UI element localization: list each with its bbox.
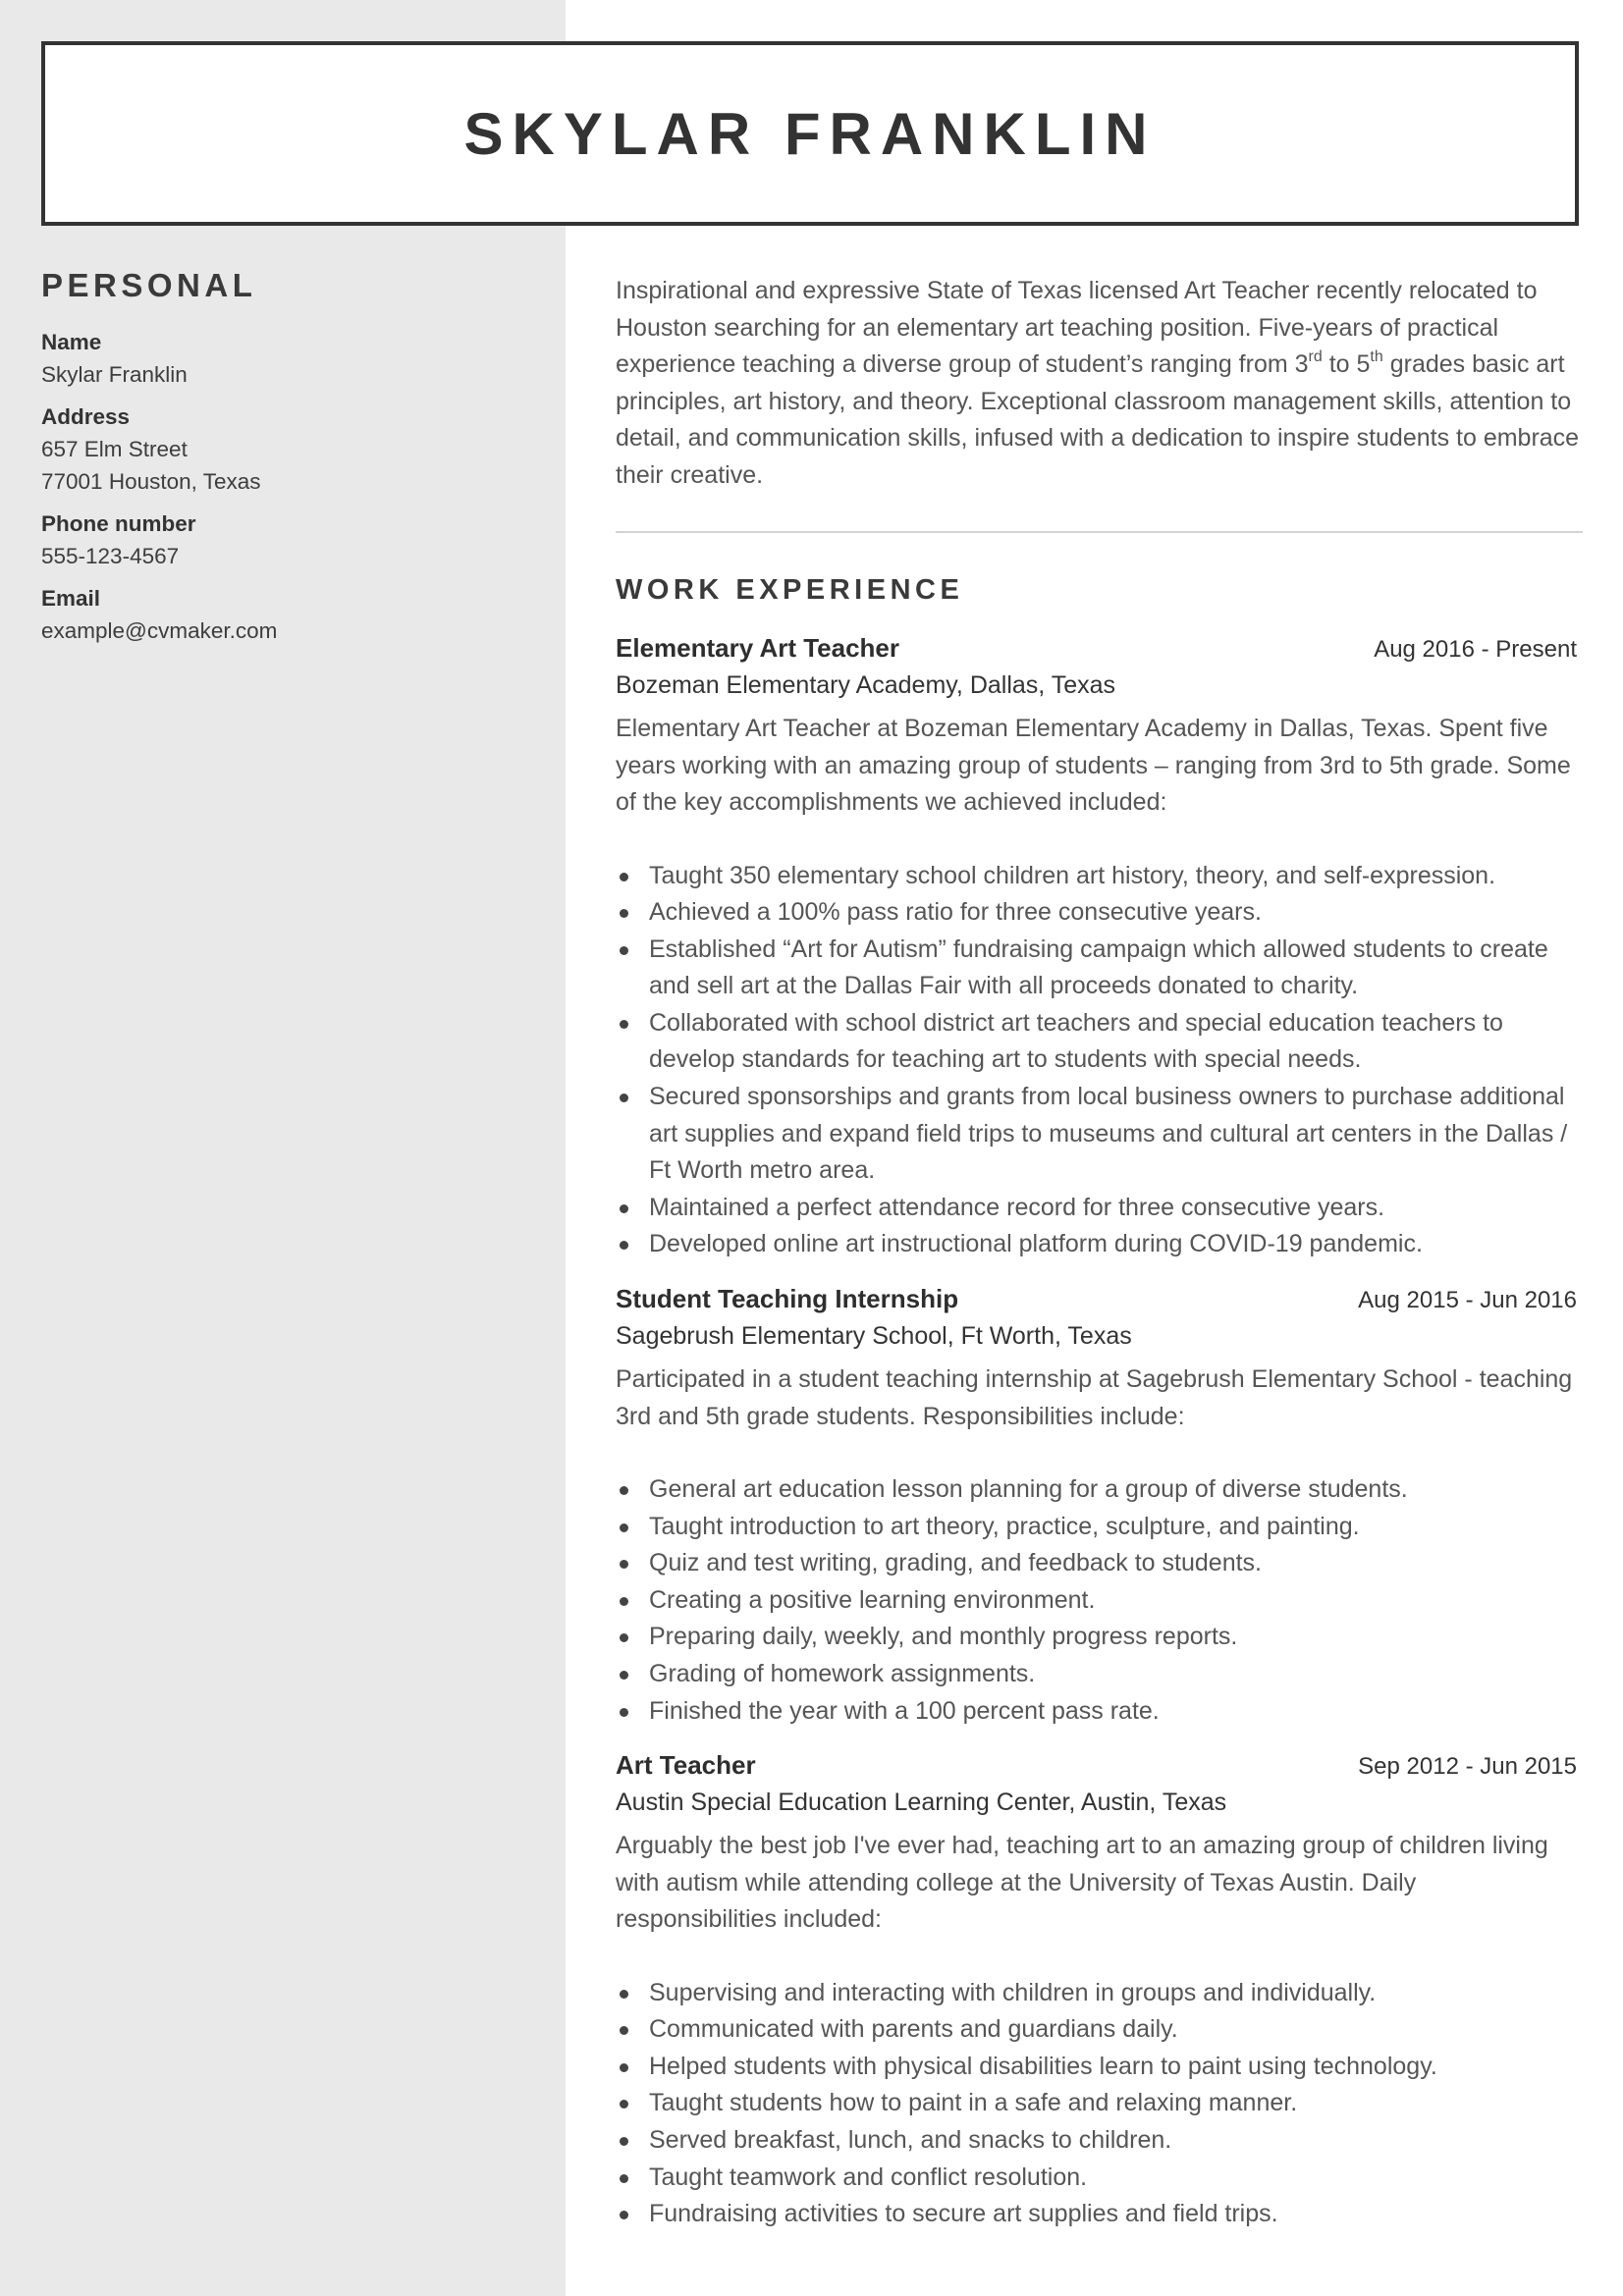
section-divider <box>616 531 1583 533</box>
job-bullet: Fundraising activities to secure art supplies and field trips. <box>616 2196 1583 2233</box>
personal-field-value: 657 Elm Street <box>41 437 188 461</box>
personal-field <box>41 400 532 498</box>
job-dates: Sep 2012 - Jun 2015 <box>1358 1753 1577 1781</box>
summary-sup-2: th <box>1370 348 1383 365</box>
job-entry <box>616 630 1583 1263</box>
job-bullet: Communicated with parents and guardians daily. <box>616 2011 1583 2049</box>
job-bullet: Taught introduction to art theory, practice, sculpture, and painting. <box>616 1509 1583 1546</box>
job-bullet: Taught students how to paint in a safe and relaxing manner. <box>616 2085 1583 2122</box>
job-title: Student Teaching Internship <box>616 1284 959 1314</box>
name-header-box <box>41 41 1579 226</box>
personal-fields <box>41 326 532 647</box>
personal-field-label: Name <box>41 330 102 354</box>
job-title: Elementary Art Teacher <box>616 633 900 663</box>
job-bullet: Taught teamwork and conflict resolution. <box>616 2160 1583 2197</box>
personal-field-label: Address <box>41 404 131 429</box>
job-bullet: Maintained a perfect attendance record for three consecutive years. <box>616 1190 1583 1227</box>
job-bullet-list <box>616 858 1583 1264</box>
summary-sup-1: rd <box>1308 348 1323 365</box>
profile-summary <box>616 273 1583 494</box>
job-bullet: Achieved a 100% pass ratio for three consecutive years. <box>616 894 1583 932</box>
job-company: Bozeman Elementary Academy, Dallas, Texas <box>616 671 1116 699</box>
summary-text-1: Inspirational and expressive State of Texas licensed Art Teacher recently relocated to Houston searching for an elementary art teaching position. Five-years of practical experience teaching a diverse group of student’s ranging from 3 <box>616 277 1538 378</box>
personal-field <box>41 507 532 572</box>
job-dates: Aug 2016 - Present <box>1374 636 1577 663</box>
personal-field-value: Skylar Franklin <box>41 362 188 387</box>
job-header <box>616 630 1583 667</box>
job-description: Arguably the best job I've ever had, teaching art to an amazing group of children living with autism while attending college at the University of Texas Austin. Daily responsibilities included: <box>616 1832 1548 1934</box>
job-bullet: Grading of homework assignments. <box>616 1656 1583 1693</box>
job-header <box>616 1747 1583 1785</box>
personal-field-value: 555-123-4567 <box>41 544 180 568</box>
job-bullet: Established “Art for Autism” fundraising campaign which allowed students to create and sell art at the Dallas Fair with all proceeds donated to charity. <box>616 932 1583 1005</box>
job-description: Elementary Art Teacher at Bozeman Elementary Academy in Dallas, Texas. Spent five years working with an amazing group of students – ranging from 3rd to 5th grade. Some of the key accomplishments we achieved included: <box>616 715 1571 816</box>
job-header <box>616 1281 1583 1318</box>
job-bullet: Helped students with physical disabilities learn to paint using technology. <box>616 2049 1583 2086</box>
job-bullet: Taught 350 elementary school children art history, theory, and self-expression. <box>616 858 1583 895</box>
personal-field-value: 77001 Houston, Texas <box>41 469 261 494</box>
personal-field <box>41 582 532 647</box>
job-bullet: Creating a positive learning environment. <box>616 1582 1583 1620</box>
job-list <box>616 630 1583 2233</box>
job-bullet: Quiz and test writing, grading, and feedback to students. <box>616 1545 1583 1582</box>
job-bullet-list <box>616 1975 1583 2233</box>
job-bullet: Supervising and interacting with children in groups and individually. <box>616 1975 1583 2012</box>
job-description: Participated in a student teaching internship at Sagebrush Elementary School - teaching 3rd and 5th grade students. Responsibilities include: <box>616 1365 1573 1430</box>
job-entry <box>616 1281 1583 1730</box>
job-bullet: Developed online art instructional platform during COVID-19 pandemic. <box>616 1226 1583 1263</box>
job-bullet: Preparing daily, weekly, and monthly progress reports. <box>616 1619 1583 1656</box>
summary-text-3: grades basic art principles, art history, and theory. Exceptional classroom management skills, attention to detail, and communication skills, infused with a dedication to inspire students to embrace their creative. <box>616 350 1580 489</box>
personal-title: PERSONAL <box>41 267 257 303</box>
job-entry <box>616 1747 1583 2233</box>
candidate-name: SKYLAR FRANKLIN <box>463 100 1157 167</box>
personal-section <box>41 267 532 647</box>
personal-field <box>41 326 532 391</box>
personal-field-label: Email <box>41 586 101 611</box>
personal-field-value: example@cvmaker.com <box>41 618 278 643</box>
job-company: Sagebrush Elementary School, Ft Worth, Texas <box>616 1322 1132 1351</box>
job-bullet: Secured sponsorships and grants from local business owners to purchase additional art supplies and expand field trips to museums and cultural art centers in the Dallas / Ft Worth metro area. <box>616 1079 1583 1190</box>
job-company: Austin Special Education Learning Center, Austin, Texas <box>616 1789 1227 1817</box>
job-bullet: Served breakfast, lunch, and snacks to children. <box>616 2122 1583 2160</box>
summary-text-2: to 5 <box>1322 350 1371 378</box>
main-content <box>616 273 1583 2233</box>
job-bullet: Collaborated with school district art teachers and special education teachers to develop standards for teaching art to students with special needs. <box>616 1005 1583 1079</box>
job-title: Art Teacher <box>616 1750 756 1781</box>
job-bullet: Finished the year with a 100 percent pass rate. <box>616 1693 1583 1731</box>
work-experience-title: WORK EXPERIENCE <box>616 574 964 606</box>
job-bullet-list <box>616 1471 1583 1730</box>
job-dates: Aug 2015 - Jun 2016 <box>1358 1287 1577 1314</box>
personal-field-label: Phone number <box>41 511 196 536</box>
job-bullet: General art education lesson planning for a group of diverse students. <box>616 1471 1583 1509</box>
